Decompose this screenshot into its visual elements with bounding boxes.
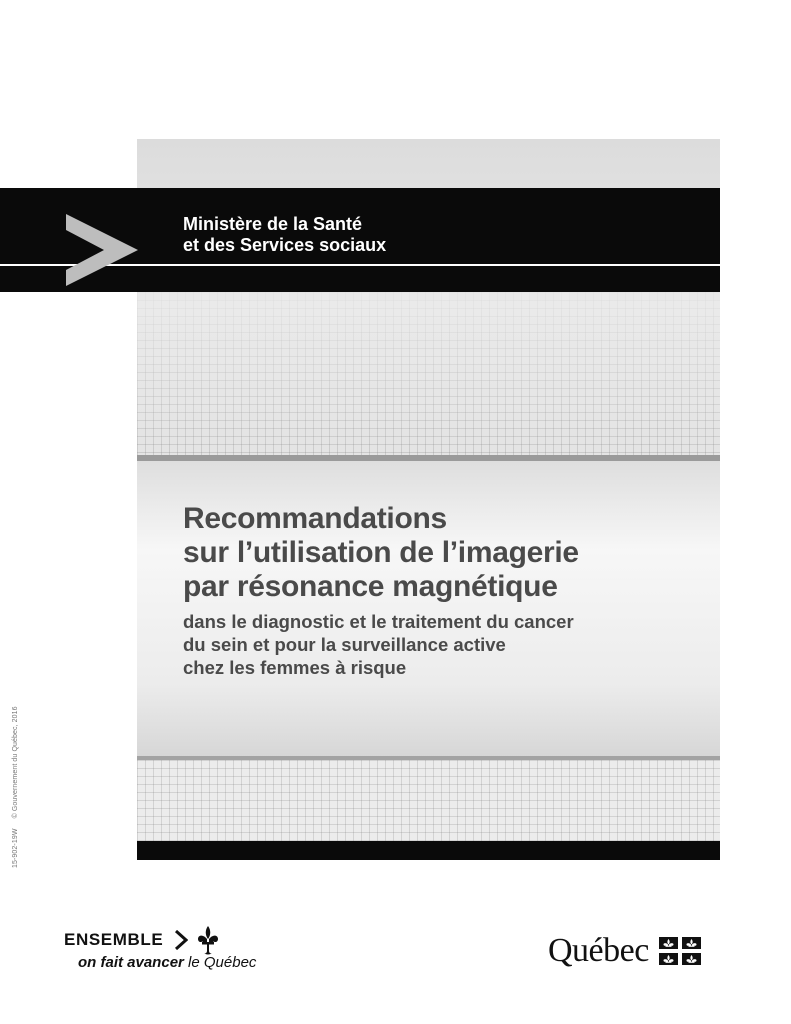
quebec-flag-icon [659,937,701,965]
title-line: par résonance magnétique [183,570,558,603]
grid-pattern-bottom [137,760,720,841]
document-title [183,502,579,604]
title-line: Recommandations [183,502,447,535]
tagline-light: le Québec [188,954,257,971]
title-block [183,502,579,679]
copyright-notice: © Gouvernement du Québec, 2016 [12,706,19,819]
subtitle-line: dans le diagnostic et le traitement du cancer [183,611,574,632]
ensemble-logo [64,925,220,955]
ministry-chevron-icon [66,214,138,286]
publication-code [12,698,19,868]
fleur-de-lys-icon [196,925,220,955]
quebec-word: Québec [548,932,649,969]
ministry-name-line2: et des Services sociaux [183,235,387,255]
ministry-name [183,214,386,256]
subtitle-line: chez les femmes à risque [183,657,407,678]
ensemble-word: ENSEMBLE [64,930,164,949]
ministry-name-line1: Ministère de la Santé [183,214,363,234]
grid-fade-overlay [137,292,720,455]
tagline-bold: on fait avancer [78,954,184,971]
bottom-black-bar [137,841,720,860]
publication-number: 15-902-19W [12,828,19,868]
title-line: sur l’utilisation de l’imagerie [183,536,579,569]
subtitle-line: du sein et pour la surveillance active [183,634,506,655]
document-subtitle [183,610,579,679]
ensemble-tagline [78,954,256,971]
quebec-logo [548,932,701,970]
chevron-right-icon [174,930,188,950]
